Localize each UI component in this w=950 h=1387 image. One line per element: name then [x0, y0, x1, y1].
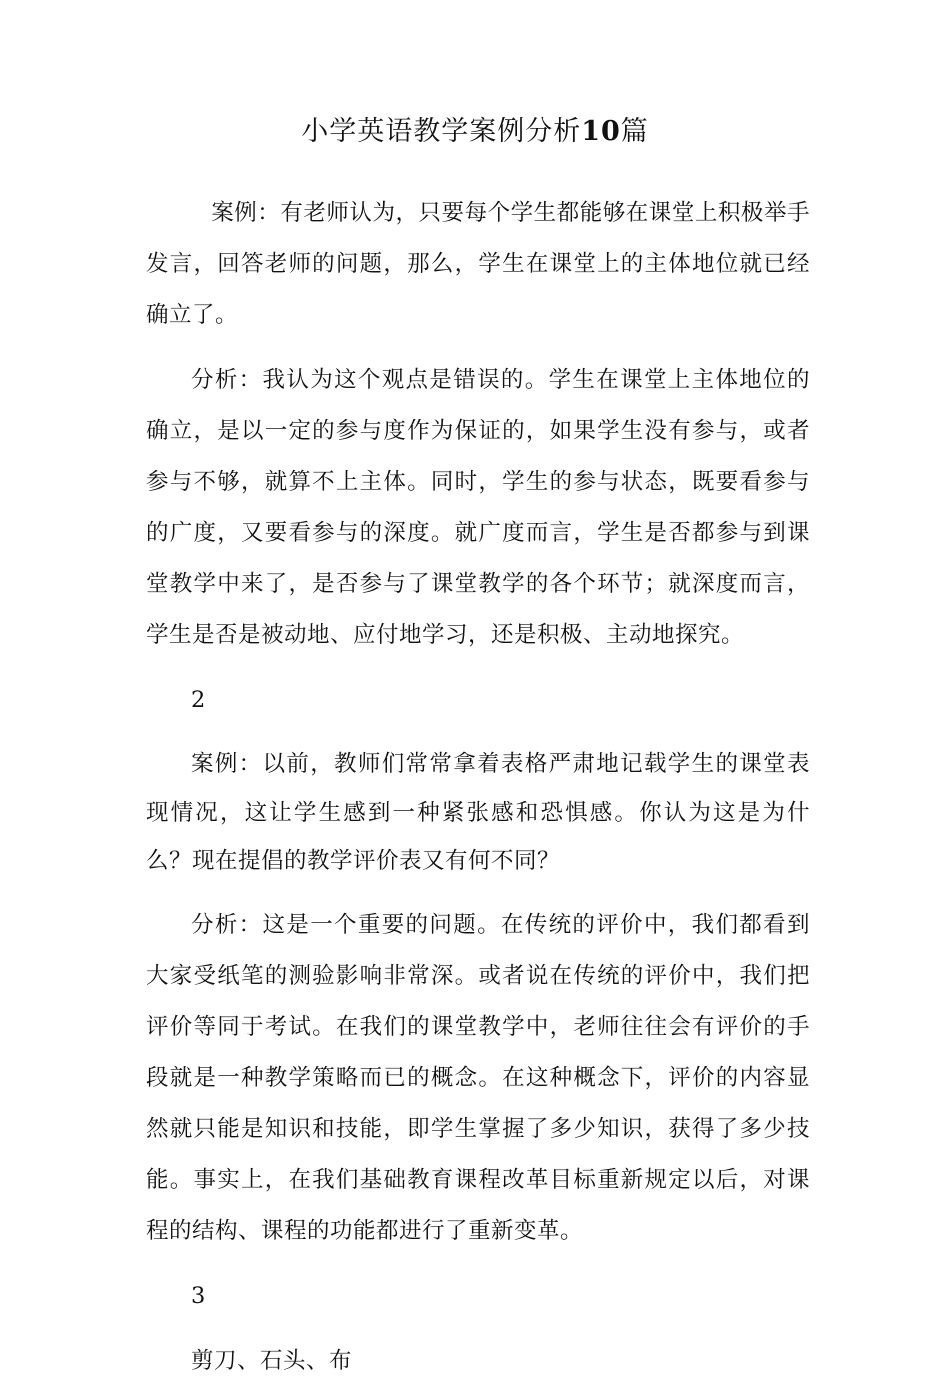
document-body: [146, 188, 810, 1387]
title-main: 小学英语教学案例分析: [301, 116, 582, 147]
paragraph-analysis-1: 分析：我认为这个观点是错误的。学生在课堂上主体地位的确立，是以一定的参与度作为保证的，如果学生没有参与，或者参与不够，就算不上主体。同时，学生的参与状态，既要看参与的广度，又要看参与的深度。就广度而言，学生是否都参与到课堂教学中来了，是否参与了课堂教学的各个环节；就深度而言，学生是否是被动地、应付地学习，还是积极、主动地探究。: [146, 367, 810, 648]
title-number: 10: [581, 116, 621, 147]
section-heading-3: 剪刀、石头、布: [191, 1347, 353, 1374]
paragraph-analysis-2: 分析：这是一个重要的问题。在传统的评价中，我们都看到大家受纸笔的测验影响非常深。或者说在传统的评价中，我们把评价等同于考试。在我们的课堂教学中，老师往往会有评价的手段就是一种教学策略而已的概念。在这种概念下，评价的内容显然就只能是知识和技能，即学生掌握了多少知识，获得了多少技能。事实上，在我们基础教育课程改革目标重新规定以后，对课程的结构、课程的功能都进行了重新变革。: [146, 911, 810, 1244]
paragraph-case-1: 案例：有老师认为，只要每个学生都能够在课堂上积极举手发言，回答老师的问题，那么，学生在课堂上的主体地位就已经确立了。: [146, 200, 810, 328]
paragraph-case-2: 案例：以前，教师们常常拿着表格严肃地记载学生的课堂表现情况，这让学生感到一种紧张感和恐惧感。你认为这是为什么？现在提倡的教学评价表又有何不同？: [146, 751, 810, 874]
section-number-2: 2: [191, 687, 206, 713]
section-number-3: 3: [191, 1282, 206, 1309]
title-suffix: 篇: [620, 116, 649, 147]
document-title: [0, 112, 950, 152]
